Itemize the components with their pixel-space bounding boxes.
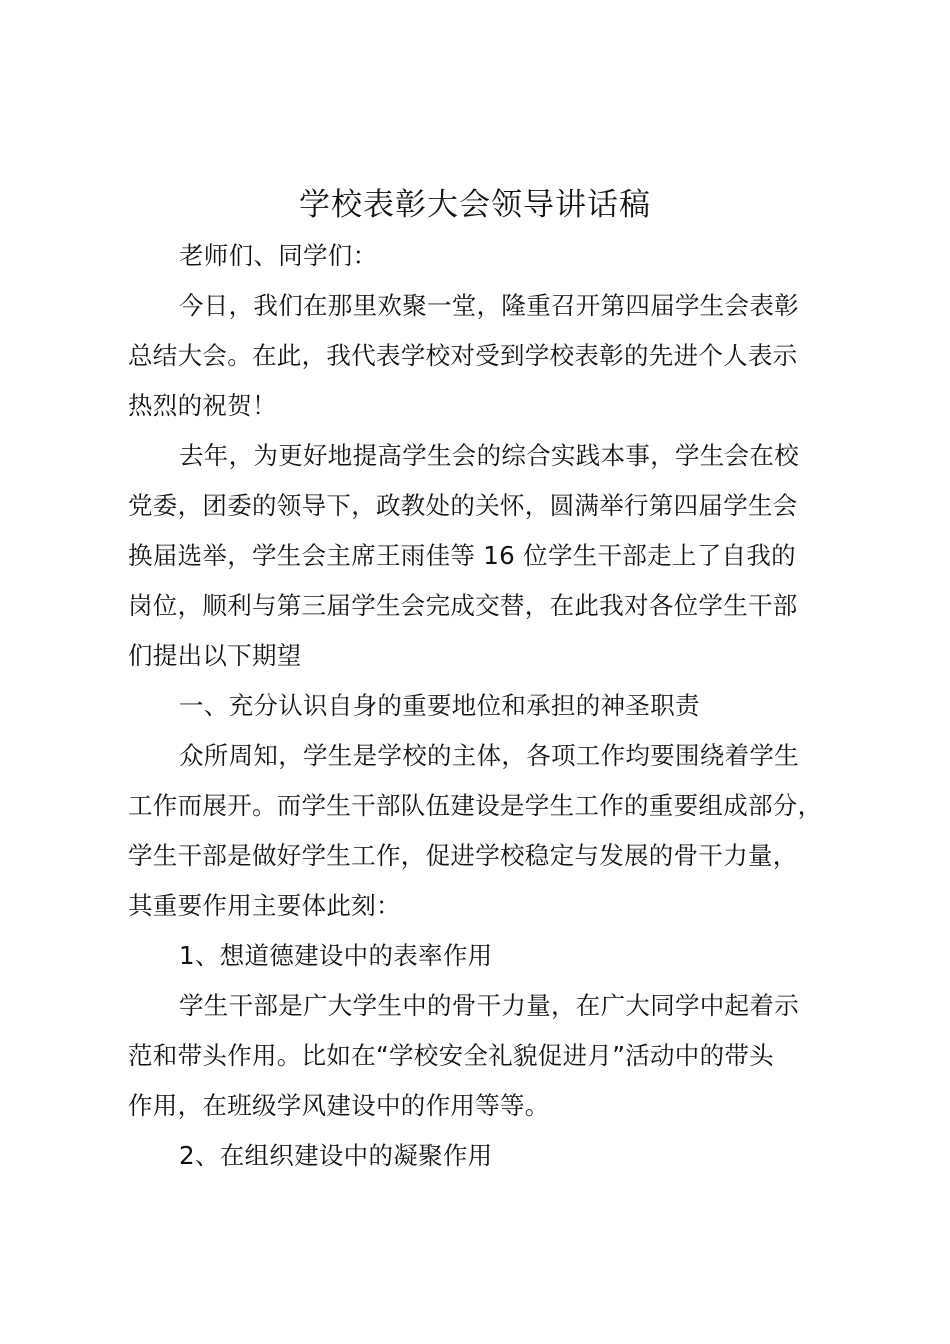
text-line: 学生干部是广大学生中的骨干力量，在广大同学中起着示 [179, 991, 799, 1020]
text-line: 老师们、同学们： [179, 241, 378, 270]
text-line: 换届选举，学生会主席王雨佳等 16 位学生干部走上了自我的 [128, 541, 796, 570]
text-line: 们提出以下期望 [128, 641, 302, 670]
text-line: 岗位，顺利与第三届学生会完成交替，在此我对各位学生干部 [128, 591, 798, 620]
text-line: 工作而展开。而学生干部队伍建设是学生工作的重要组成部分， [128, 791, 823, 820]
text-line: 去年，为更好地提高学生会的综合实践本事，学生会在校 [179, 441, 799, 470]
text-line: 1、想道德建设中的表率作用 [179, 941, 493, 970]
document-body [128, 231, 836, 1181]
text-line: 热烈的祝贺！ [128, 391, 277, 420]
text-line: 一、充分认识自身的重要地位和承担的神圣职责 [179, 691, 700, 720]
body-paragraph [128, 281, 836, 431]
section-heading [128, 1131, 836, 1181]
salutation-paragraph [128, 231, 836, 281]
text-line: 总结大会。在此，我代表学校对受到学校表彰的先进个人表示 [128, 341, 798, 370]
section-heading [128, 931, 836, 981]
section-heading [128, 681, 836, 731]
text-line: 众所周知，学生是学校的主体，各项工作均要围绕着学生 [179, 741, 799, 770]
text-line: 其重要作用主要体此刻： [128, 891, 401, 920]
body-paragraph [128, 981, 836, 1131]
text-line: 学生干部是做好学生工作，促进学校稳定与发展的骨干力量， [128, 841, 798, 870]
text-line: 2、在组织建设中的凝聚作用 [179, 1141, 493, 1170]
body-paragraph [128, 431, 836, 681]
text-line: 作用，在班级学风建设中的作用等等。 [128, 1091, 550, 1120]
text-line: 党委，团委的领导下，政教处的关怀，圆满举行第四届学生会 [128, 491, 798, 520]
body-paragraph [128, 731, 836, 931]
text-line: 今日，我们在那里欢聚一堂，隆重召开第四届学生会表彰 [179, 291, 799, 320]
document-title: 学校表彰大会领导讲话稿 [299, 187, 651, 223]
text-line: 范和带头作用。比如在“学校安全礼貌促进月”活动中的带头 [128, 1041, 774, 1070]
